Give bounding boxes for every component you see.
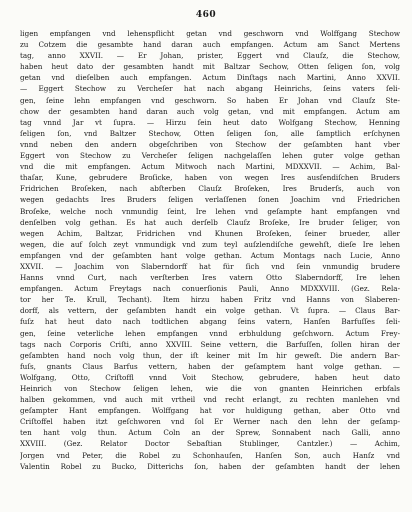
text-line: fuſz hat heut dato nach todtlichen abgang ſeins vatern, Hanſen Barfuſſes ſeli- xyxy=(20,317,400,327)
text-line: Fridrichen Broſeken, nach abſterben Clauſz Broſeken, Ires Bruderſs, auch von xyxy=(20,184,400,194)
text-line: empfangen. Actum Freytags nach conuerſionis Pauli, Anno MDXXVIII. (Gez. Rela- xyxy=(20,284,400,294)
text-line: haben heut dato der gesambten handt mit Baltzar Sechow, Otten ſeligen ſon, volg xyxy=(20,62,400,72)
text-line: ligen empfangen vnd lehenspflicht getan vnd geschworn vnd Wolffgang Stechow xyxy=(20,29,400,38)
text-line: Eggert von Stechow zu Vercheſer ſeligen nachgelaſſen lehen guter volge gethan xyxy=(20,151,400,161)
text-line: gen, ſeine lehn empfangen vnd geschworn. So haben Er Johan vnd Clauſz Ste- xyxy=(20,95,400,105)
text-line: denſelben volg gethan. Es hat auch derſelb Clauſz Broſeke, Ire bruder ſeliger, von xyxy=(20,217,400,227)
body-text xyxy=(20,28,400,472)
text-line: tag vnnd Jar vt ſupra. — Hirzu ſein heut dato Wolfgang Stechow, Henning xyxy=(20,117,400,127)
text-line: geſambten hand noch volg thun, der iſt keiner mit Im hir geweſt. Die andern Bar- xyxy=(20,350,400,360)
text-line: geſampter Hant empfangen. Wolffgang hat vor huldigung gethan, aber Otto vnd xyxy=(20,406,400,416)
text-line: wegen gedachts Ires Bruders ſeligen verlaſſenen ſonen Joachim vnd Friedrichen xyxy=(20,195,400,205)
text-line: ten hant volg thun. Actum Coln an der Sprew, Sonnabent nach Galli, anno xyxy=(20,428,400,438)
text-line: gen, ſeine veterliche lehen empfangen vnnd erbhuldung geſchworn. Actum Frey- xyxy=(20,328,400,338)
text-line: tag, anno XXVII. — Er Johan, prister, Eggert vnd Clauſz, die Stechow, xyxy=(20,51,400,61)
text-line: vnd die mit empfangen. Actum Mitwoch nach Martini, MDXXVII. — Achim, Bal- xyxy=(20,162,400,172)
text-line: wegen Achim, Baltzar, Fridrichen vnd Khunen Broſeken, ſeiner brueder, aller xyxy=(20,228,400,238)
text-line: fuſs, gnants Claus Barfus vettern, haben der geſamptem hant volge gethan. — xyxy=(20,361,400,371)
text-line: getan vnd dieſelben auch empfangen. Actum Dinſtags nach Martini, Anno XXVII. xyxy=(20,73,400,83)
text-line: thaſar, Kune, gebrudere Broſicke, haben von wegen Ires ausſendiſchen Bruders xyxy=(20,173,400,183)
text-line: ſeligen ſon, vnd Baltzer Stechow, Otten ſeligen ſon, alle ſamptlich erſchynen xyxy=(20,128,400,138)
text-line: zu Cotzem die gesambte hand daran auch empfangen. Actum am Sanct Mertens xyxy=(20,40,400,50)
text-line: — Eggert Stechow zu Vercheſer hat nach abgang Heinrichs, ſeins vaters ſeli- xyxy=(20,84,400,94)
text-line: Heinrich von Stechow ſeligen lehen, wie die von gnanten Heinrichen erbfals xyxy=(20,384,400,393)
text-line: tor her Te. Krull, Techant). Item hirzu haben Fritz vnd Hanns von Slaberen- xyxy=(20,295,400,305)
text-line: empfangen vnd der geſambten hant volge gethan. Actum Montags nach Lucie, Anno xyxy=(20,250,400,260)
text-line: vnnd neben den andern obgeſchriben von Stechow der geſambten hant vber xyxy=(20,139,400,149)
text-line: XXVIII. (Gez. Relator Doctor Sebaſtian Stublinger, Cantzler.) — Achim, xyxy=(20,439,400,449)
text-line: tags nach Corporis Criſti, anno XXVIII. Seine vettern, die Barfuſſen, ſollen hiran der xyxy=(20,339,400,349)
text-line: chow der gesambten hand daran auch volg getan, vnd mit empfangen. Actum am xyxy=(20,106,400,116)
text-line: halben gekommen, vnd auch mit vrtheil vnd recht erlangt, zu rechten manlehen vnd xyxy=(20,395,400,405)
text-line: Wolfgang, Otto, Criſtoffl vnnd Voit Stechow, gebrudere, haben heut dato xyxy=(20,372,400,382)
text-line: Broſeke, welche noch vnmundig ſeint, Ire lehen vnd geſampte hant empfangen vnd xyxy=(20,206,400,216)
text-line: Hanns vnnd Curt, nach verſterben Ires vatern Otto Slaberndorff, Ire lehen xyxy=(20,273,400,283)
page-number: 460 xyxy=(195,10,217,20)
text-line: XXVII. — Joachim von Slaberndorff hat für ſich vnd ſein vnmundig brudere xyxy=(20,261,400,271)
text-line: Criſtoffel haben itzt geſchworen vnd ſol Er Werner nach den lehn der geſamp- xyxy=(20,417,400,427)
text-line: wegen, die auf ſolch zeyt vnmundigk vnd zum teyl auſzlendiſche gewehſt, dieſe Ire lehen xyxy=(20,239,400,249)
text-line: dorff, als vettern, der geſambten handt ein volge gethan. Vt ſupra. — Claus Bar- xyxy=(20,306,400,316)
text-line: Jorgen vnd Peter, die Robel zu Schonhauſen, Hanſen Son, auch Hanſz vnd xyxy=(20,450,400,460)
text-line: Valentin Robel zu Bucko, Ditterichs ſon, haben der geſambten handt der lehen xyxy=(20,461,400,471)
